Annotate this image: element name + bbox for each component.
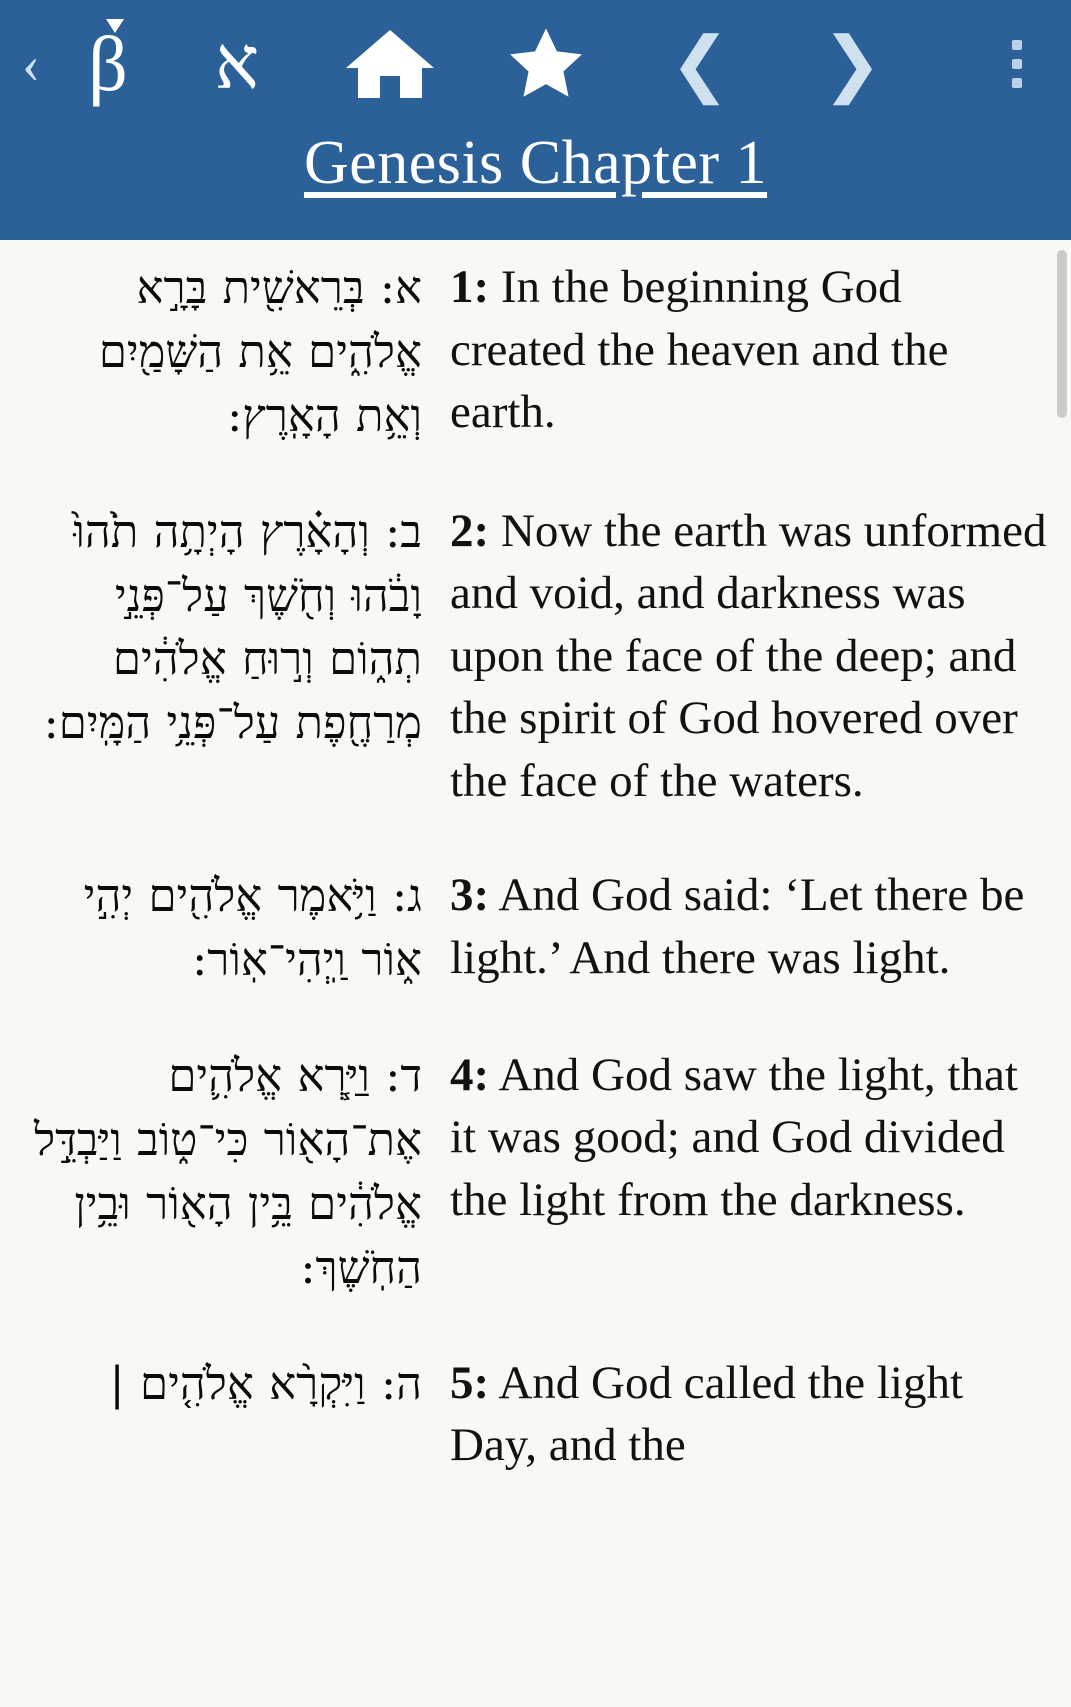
beta-logo-icon[interactable] [54, 9, 162, 119]
verse-row[interactable] [30, 1352, 1049, 1477]
verse-row[interactable] [30, 864, 1049, 992]
aleph-icon[interactable]: א [214, 23, 260, 105]
chapter-title-bar [0, 128, 1071, 240]
previous-chapter-icon[interactable]: ❮ [669, 24, 731, 104]
hebrew-verse-text: ה: וַיִּקְרָ֨א אֱלֹהִ֤ים | [109, 1356, 422, 1410]
verse-row[interactable] [30, 256, 1049, 448]
menu-dot [1012, 40, 1022, 50]
scrollbar[interactable] [1057, 240, 1067, 1707]
verse-number: 4: [450, 1048, 490, 1101]
verse-number: 1: [450, 261, 490, 313]
verse-body: And God said: ‘Let there be light.’ And there was light. [450, 869, 1025, 984]
english-verse-text [450, 864, 1049, 989]
hebrew-verse-text: ג: וַיֹּ֥אמֶר אֱלֹהִ֖ים יְהִ֣י א֑וֹר וַֽיְהִי־אֽוֹר: [68, 869, 422, 987]
page-title[interactable]: Genesis Chapter 1 [303, 129, 768, 197]
verse-list [0, 256, 1071, 1477]
verse-body: Now the earth was unformed and void, and darkness was upon the face of the deep; and the spirit of God hovered over the face of the waters. [450, 504, 1047, 807]
app-bar [0, 0, 1071, 240]
verse-body: And God called the light Day, and the [450, 1356, 964, 1472]
verse-number: 2: [450, 504, 490, 557]
verse-number: 3: [450, 869, 490, 922]
english-verse-text [450, 500, 1049, 813]
scrollbar-thumb[interactable] [1057, 250, 1067, 418]
overflow-menu-icon[interactable] [977, 9, 1057, 119]
english-verse-text [450, 1044, 1049, 1232]
verse-body: And God saw the light, that it was good; and God divided the light from the darkness. [450, 1048, 1018, 1226]
hebrew-verse-text: ד: וַיַּ֧רְא אֱלֹהִ֛ים אֶת־הָא֖וֹר כִּי־ט֑וֹב וַיַּבְדֵּ֣ל אֱלֹהִ֔ים בֵּ֥ין הָא֖וֹר וּבֵ֥ין הַחֹֽשֶׁךְ: [18, 1048, 422, 1294]
beta-tick-mark [106, 19, 124, 33]
beta-glyph: β [88, 20, 128, 107]
verse-body: In the beginning God created the heaven and the earth. [450, 261, 949, 438]
english-verse-text [450, 256, 1049, 444]
verse-row[interactable] [18, 1044, 1049, 1300]
menu-dot [1012, 78, 1022, 88]
hebrew-verse-text: ב: וְהָאָ֗רֶץ הָיְתָ֥ה תֹ֙הוּ֙ וָבֹ֔הוּ וְחֹ֖שֶׁךְ עַל־פְּנֵ֣י תְה֑וֹם וְר֣וּחַ אֱלֹהִ֔ים מְרַחֶ֖פֶת עַל־פְּנֵ֥י הַמָּֽיִם: [43, 504, 422, 750]
verse-number: 5: [450, 1356, 490, 1409]
favorite-star-icon[interactable] [468, 9, 624, 119]
toolbar [0, 0, 1071, 128]
verse-scroll-area[interactable] [0, 240, 1071, 1707]
english-verse-text [450, 1352, 1049, 1477]
home-icon[interactable] [312, 9, 468, 119]
hebrew-verse-text: א: בְּרֵאשִׁ֖ית בָּרָ֣א אֱלֹהִ֑ים אֵ֥ת הַשָּׁמַ֖יִם וְאֵ֥ת הָאָֽרֶץ: [83, 261, 422, 442]
verse-row[interactable] [30, 500, 1049, 813]
back-icon[interactable]: ‹ [22, 34, 40, 94]
next-chapter-icon[interactable]: ❯ [821, 24, 883, 104]
menu-dot [1012, 59, 1022, 69]
